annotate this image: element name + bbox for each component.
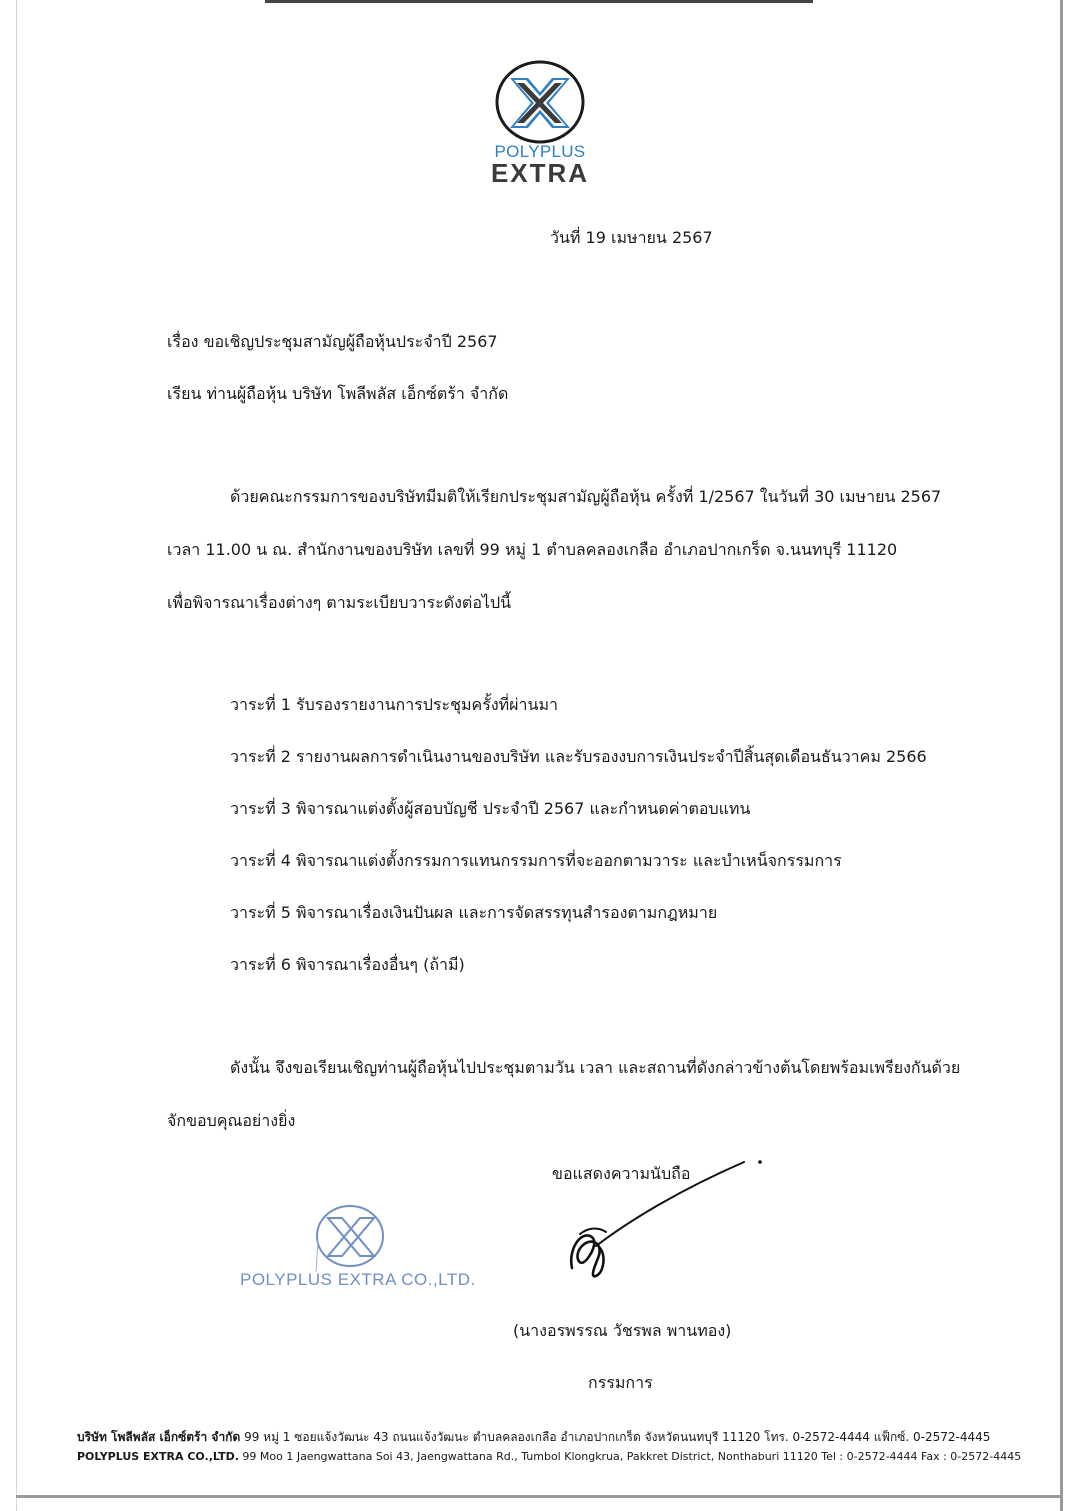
body-line-3: เพื่อพิจารณาเรื่องต่างๆ ตามระเบียบวาระดังต่อไปนี้	[167, 593, 512, 612]
regards-text: ขอแสดงความนับถือ	[552, 1164, 691, 1183]
letter-subject: เรื่อง ขอเชิญประชุมสามัญผู้ถือหุ้นประจำปี 2567	[167, 332, 498, 351]
closing-line-1: ดังนั้น จึงขอเรียนเชิญท่านผู้ถือหุ้นไปประชุมตามวัน เวลา และสถานที่ดังกล่าวข้างต้นโดยพร้อมเพรียงกันด้วย	[230, 1058, 961, 1077]
logo-text-extra: EXTRA	[490, 158, 590, 188]
agenda-item: วาระที่ 4 พิจารณาแต่งตั้งกรรมการแทนกรรมการที่จะออกตามวาระ และบำเหน็จกรรมการ	[230, 851, 842, 870]
agenda-item: วาระที่ 5 พิจารณาเรื่องเงินปันผล และการจัดสรรทุนสำรองตามกฎหมาย	[230, 903, 718, 922]
page-bottom-edge	[16, 1495, 1063, 1498]
body-line-1: ด้วยคณะกรรมการของบริษัทมีมติให้เรียกประชุมสามัญผู้ถือหุ้น ครั้งที่ 1/2567 ในวันที่ 30 เมษายน 2567	[230, 487, 942, 506]
agenda-item: วาระที่ 6 พิจารณาเรื่องอื่นๆ (ถ้ามี)	[230, 955, 465, 974]
page-left-edge	[16, 0, 17, 1511]
agenda-item: วาระที่ 1 รับรองรายงานการประชุมครั้งที่ผ่านมา	[230, 695, 559, 714]
stamp-x-icon	[232, 1200, 482, 1280]
closing-line-2: จักขอบคุณอย่างยิ่ง	[167, 1111, 296, 1130]
scan-top-edge	[265, 0, 813, 3]
page-right-edge	[1060, 0, 1063, 1511]
body-line-2: เวลา 11.00 น ณ. สำนักงานของบริษัท เลขที่ 99 หมู่ 1 ตำบลคลองเกลือ อำเภอปากเกร็ด จ.นนทบุรี 11120	[167, 540, 898, 559]
agenda-item: วาระที่ 2 รายงานผลการดำเนินงานของบริษัท และรับรองงบการเงินประจำปีสิ้นสุดเดือนธันวาคม 2566	[230, 747, 927, 766]
footer-english-company: POLYPLUS EXTRA CO.,LTD.	[77, 1450, 239, 1463]
agenda-item: วาระที่ 3 พิจารณาแต่งตั้งผู้สอบบัญชี ประจำปี 2567 และกำหนดค่าตอบแทน	[230, 799, 751, 818]
signer-title: กรรมการ	[588, 1373, 653, 1392]
stamp-company-name: POLYPLUS EXTRA CO.,LTD.	[240, 1270, 476, 1289]
letter-date: วันที่ 19 เมษายน 2567	[550, 228, 713, 247]
footer-thai-address: 99 หมู่ 1 ซอยแจ้งวัฒนะ 43 ถนนแจ้งวัฒนะ ตำบลคลองเกลือ อำเภอปากเกร็ด จังหวัดนนทบุรี 11120 โทร. 0-2572-4444 แฟ็กซ์. 0-2572-4445	[244, 1430, 991, 1444]
company-logo	[470, 58, 610, 188]
signer-name: (นางอรพรรณ วัชรพล พานทอง)	[513, 1321, 732, 1340]
logo-text-polyplus: POLYPLUS	[494, 142, 586, 161]
footer-thai	[77, 1428, 990, 1447]
handwritten-signature	[560, 1150, 770, 1290]
footer-english	[77, 1450, 1021, 1463]
company-stamp	[232, 1200, 482, 1300]
footer-english-address: 99 Moo 1 Jaengwattana Soi 43, Jaengwattana Rd., Tumbol Klongkrua, Pakkret District, Nonthaburi 11120 Tel : 0-2572-4444 Fax : 0-2572-4445	[242, 1450, 1022, 1463]
letter-recipient: เรียน ท่านผู้ถือหุ้น บริษัท โพลีพลัส เอ็กซ์ตร้า จำกัด	[167, 384, 509, 403]
x-logo-icon	[490, 58, 590, 148]
footer-thai-company: บริษัท โพลีพลัส เอ็กซ์ตร้า จำกัด	[77, 1430, 241, 1444]
